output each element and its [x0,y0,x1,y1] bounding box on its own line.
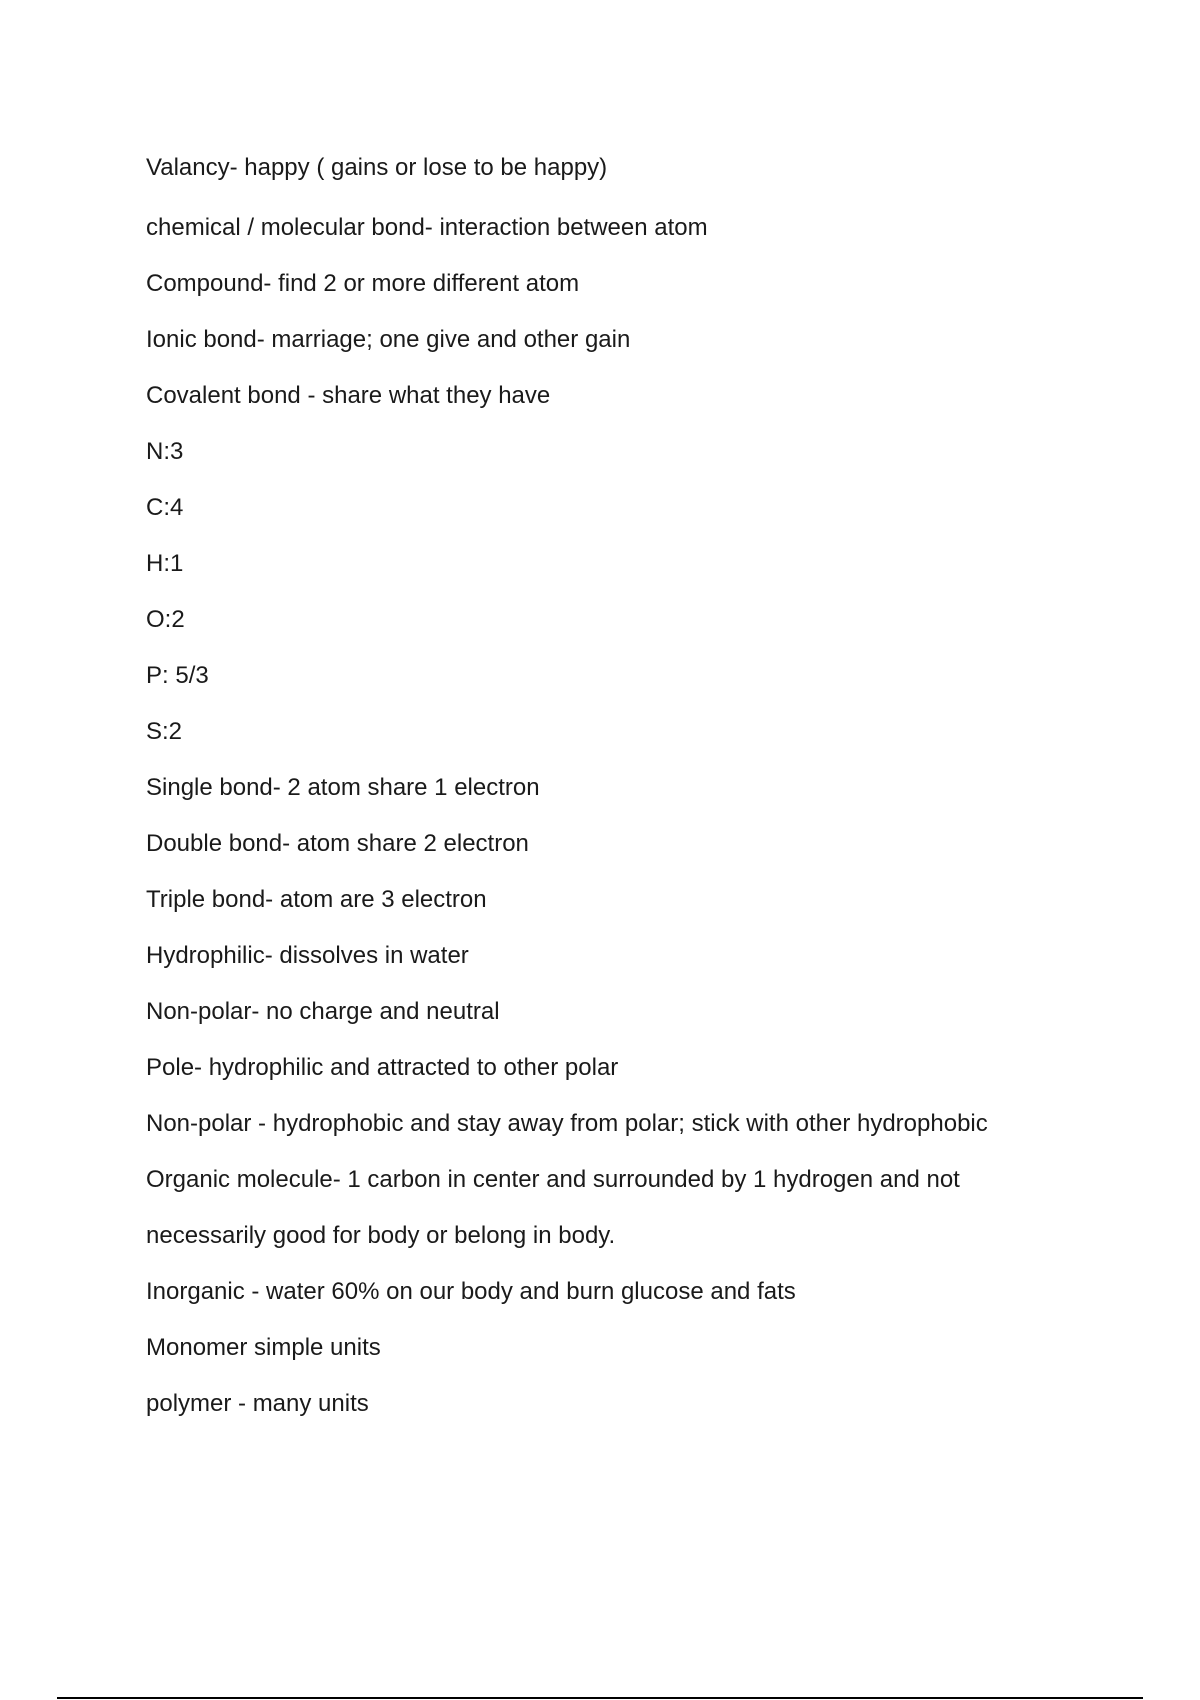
note-line-triple-bond: Triple bond- atom are 3 electron [146,886,487,913]
note-line-pole: Pole- hydrophilic and attracted to other polar [146,1054,619,1081]
note-line-compound: Compound- find 2 or more different atom [146,270,580,297]
note-line-hydrogen: H:1 [146,550,184,577]
note-line-organic-continued: necessarily good for body or belong in body. [146,1222,616,1249]
note-line-hydrophilic: Hydrophilic- dissolves in water [146,942,469,969]
note-line-ionic-bond: Ionic bond- marriage; one give and other gain [146,326,631,353]
note-line-organic-molecule: Organic molecule- 1 carbon in center and surrounded by 1 hydrogen and not [146,1166,960,1193]
note-line-phosphorus: P: 5/3 [146,662,209,689]
note-line-covalent-bond: Covalent bond - share what they have [146,382,551,409]
note-line-sulfur: S:2 [146,718,183,745]
notes-body [146,140,1106,1432]
note-line-carbon: C:4 [146,494,184,521]
note-line-single-bond: Single bond- 2 atom share 1 electron [146,774,540,801]
note-line-monomer: Monomer simple units [146,1334,381,1361]
note-line-polymer: polymer - many units [146,1390,369,1417]
note-line-non-polar: Non-polar- no charge and neutral [146,998,500,1025]
note-line-non-polar-hydrophobic: Non-polar - hydrophobic and stay away from polar; stick with other hydrophobic [146,1110,988,1137]
page-bottom-rule [57,1697,1143,1699]
note-line-oxygen: O:2 [146,606,185,633]
note-line-double-bond: Double bond- atom share 2 electron [146,830,529,857]
note-line-chemical-bond: chemical / molecular bond- interaction between atom [146,214,708,241]
note-line-inorganic: Inorganic - water 60% on our body and burn glucose and fats [146,1278,796,1305]
note-line-nitrogen: N:3 [146,438,184,465]
note-line-valancy: Valancy- happy ( gains or lose to be happy) [146,154,608,181]
